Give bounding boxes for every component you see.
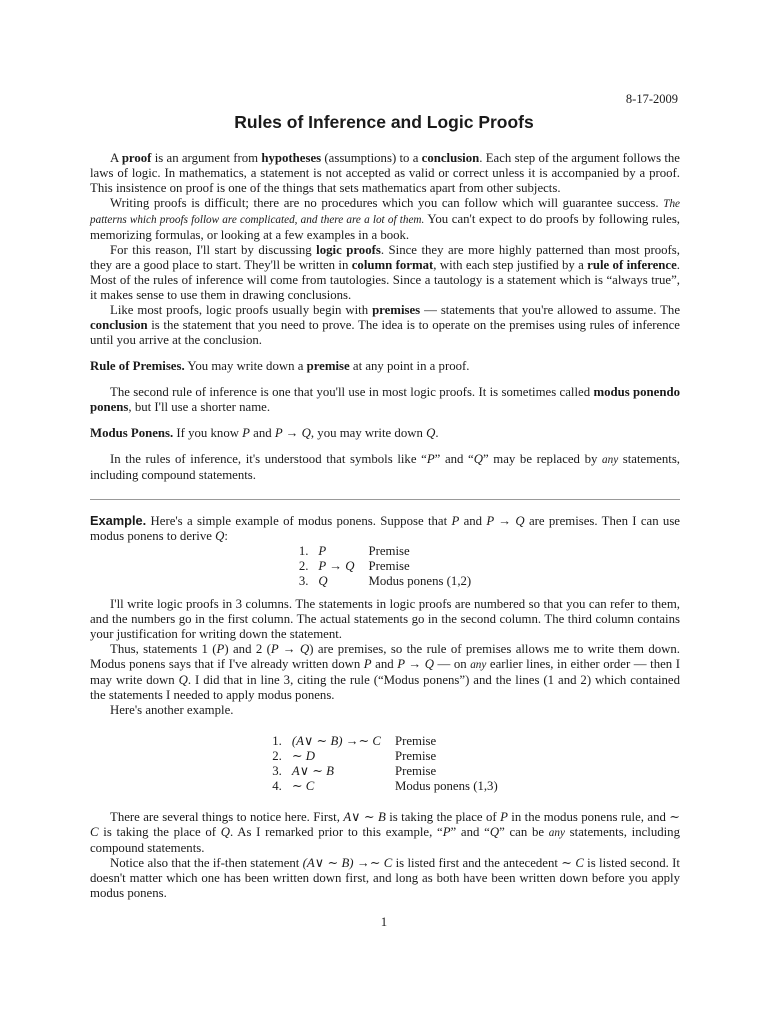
proof-row: 3. A∨ ∼ B Premise — [272, 764, 437, 778]
paragraph-order: Notice also that the if-then statement (A∨ ∼ B) →∼ C is listed first and the antecedent ∼ C is listed second. It doesn't matter which one has been written down first, and long as both have been written down before you apply modus ponens. — [90, 856, 680, 900]
paragraph-second-rule: The second rule of inference is one that you'll use in most logic proofs. It is sometimes called modus ponendo ponens, but I'll use a shorter name. — [90, 385, 680, 414]
document-body — [90, 151, 680, 901]
proof-row: 2. P → Q Premise — [298, 559, 410, 573]
proof-row: 4. ∼ C Modus ponens (1,3) — [272, 779, 498, 793]
proof-table-1 — [295, 544, 475, 589]
rule-modus-ponens: Modus Ponens. If you know P and P → Q, you may write down Q. — [90, 426, 439, 440]
paragraph-premises: Like most proofs, logic proofs usually begin with premises — statements that you're allowed to assume. The conclusion is the statement that you need to prove. The idea is to operate on the premises using rules of inference until you arrive at the conclusion. — [90, 303, 680, 347]
document-title: Rules of Inference and Logic Proofs — [234, 112, 534, 132]
proof-row: 2. ∼ D Premise — [272, 749, 437, 763]
example-intro: Example. Here's a simple example of modus ponens. Suppose that P and P → Q are premises. Then I can use modus ponens to derive Q: — [90, 513, 680, 543]
proof-row: 1. (A∨ ∼ B) →∼ C Premise — [272, 734, 437, 748]
paragraph-three-columns: I'll write logic proofs in 3 columns. The statements in logic proofs are numbered so that you can refer to them, and the numbers go in the first column. The actual statements go in the second column. The third column contains your justification for writing down the statement. — [90, 597, 680, 641]
paragraph-notice: There are several things to notice here. First, A∨ ∼ B is taking the place of P in the modus ponens rule, and ∼ C is taking the place of Q. As I remarked prior to this example, “P” and “Q” can be any statements, including compound statements. — [90, 810, 680, 855]
paragraph-explanation: Thus, statements 1 (P) and 2 (P → Q) are premises, so the rule of premises allows me to write them down. Modus ponens says that if I've already written down P and P → Q — on any earlier lines, in either order — then I may write down Q. I did that in line 3, citing the rule (“Modus ponens”) and the lines (1 and 2) which contained the statements I needed to apply modus ponens. — [90, 642, 680, 702]
rule-of-premises: Rule of Premises. You may write down a premise at any point in a proof. — [90, 359, 470, 373]
proof-table-2 — [268, 734, 501, 794]
paragraph-writing-proofs: Writing proofs is difficult; there are no procedures which you can follow which will guarantee success. The patterns which proofs follow are complicated, and there are a lot of them. You can't expect to do proofs by following rules, memorizing formulas, or looking at a few examples in a book. — [90, 196, 680, 242]
section-divider — [90, 499, 680, 500]
proof-row: 1. P Premise — [298, 544, 410, 558]
paragraph-intro: A proof is an argument from hypotheses (assumptions) to a conclusion. Each step of the argument follows the laws of logic. In mathematics, a statement is not accepted as valid or correct unless it is accompanied by a proof. This insistence on proof is one of the things that sets mathematics apart from other subjects. — [90, 151, 680, 195]
paragraph-logic-proofs: For this reason, I'll start by discussing logic proofs. Since they are more highly patterned than most proofs, they are a good place to start. They'll be written in column format, with each step justified by a rule of inference. Most of the rules of inference will come from tautologies. Since a tautology is a statement which is “always true”, it makes sense to use them in drawing conclusions. — [90, 243, 680, 302]
proof-row: 3. Q Modus ponens (1,2) — [298, 574, 472, 588]
page-number: 1 — [380, 915, 388, 929]
paragraph-symbols: In the rules of inference, it's understood that symbols like “P” and “Q” may be replaced by any statements, including compound statements. — [90, 452, 680, 482]
paragraph-another-example: Here's another example. — [110, 703, 234, 717]
document-date: 8-17-2009 — [625, 92, 678, 106]
